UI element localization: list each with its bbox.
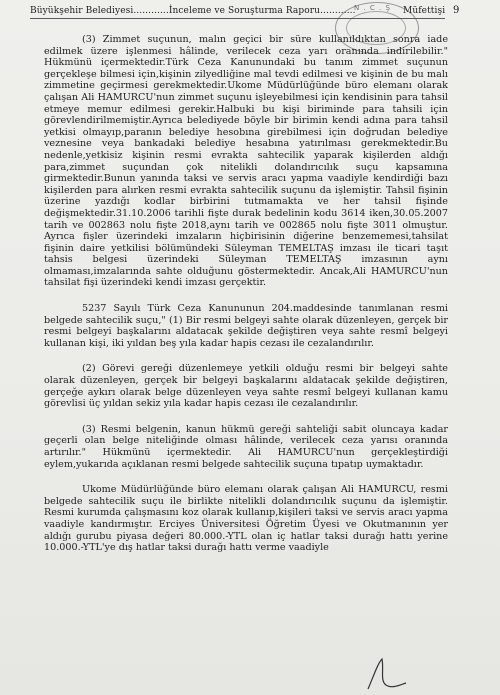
- paragraph-gap: [44, 289, 448, 303]
- paragraph-embezzlement-analysis: (3) Zimmet suçunun, malın geçici bir süre kullanıldıktan sonra iade edilmek üzere işlenmesi hâlinde, verilecek ceza yarı oranında indirilebilir." Hükmünü içermektedir.Türk Ceza Kanunundaki bu tanım zimmet suçunun gerçekleşe bilmesi için,kişinin zilyedliğine mal tevdi edilmesi ve kişinin de bu malı zimmetine geçirmesi gerekmektedir.Ukome Müdürlüğünde büro elemanı olarak çalışan Ali HAMURCU'nun zimmet suçunu işleyebilmesi için kendisinin para tahsil etmeye memur edilmesi gerekir.Halbuki bu kişi biriminde para tahsili için görevlendirilmemiştir.Ayrıca belediyede böyle bir birimin kendi adına para tahsil yetkisi olmayıp,paranın belediye hesobına girebilmesi için doğrudan belediye veznesine veya bankadaki belediye hesabına yatırılması gerekmektedir.Bu nedenle,yetkisiz kişinin resmi evrakta sahtecilik yaparak kişilerden aldığı para,zimmet suçundan çok nitelikli dolandırıcılık suçu kapsamına girmektedir.Bunun yanında taksi ve servis aracı yapma vaadiyle kendirdiği bazı kişilerden para alırken resmi evrakta sahtecilik suçunu da işlemiştir. Tahsil fişinin üzerine yazdığı kodlar birbirini tutmamakta ve her tahsil fişinde değişmektedir.31.10.2006 tarihli fişte durak bedelinin kodu 3614 iken,30.05.2007 tarih ve 002863 nolu fişte 2018,aynı tarih ve 002865 nolu fişte 3011 olmuştur. Ayrıca fişler üzerindeki imzaların hiçbirisinin diğerine benzememesi,tahsilat fişinin daire yetkilisi bölümündeki Süleyman TEMELTAŞ imzası ile ticari taşıt tahsis belgesi üzerindeki Süleyman TEMELTAŞ imzasının aynı olmaması,imzalarında sahte olduğunu göstermektedir. Ancak,Ali HAMURCU'nun tahsilat fişi üzerindeki kendi imzası gerçektir.: [44, 34, 448, 289]
- page-number: 9: [453, 5, 460, 16]
- signature-mark: [360, 655, 410, 695]
- stamp-text: N . C . Ş: [354, 4, 391, 12]
- body-text: [44, 34, 448, 554]
- paragraph-gap: [44, 349, 448, 363]
- header-inspector-label: Müfettişi: [403, 6, 446, 16]
- paragraph-gap: [44, 470, 448, 484]
- header-report-title: Büyükşehir Belediyesi............İnceleme ve Soruşturma Raporu............: [30, 6, 356, 16]
- paragraph-conclusion: Ukome Müdürlüğünde büro elemanı olarak çalışan Ali HAMURCU, resmi belgede sahtecilik suçu ile birlikte nitelikli dolandırıcılık suçunu da işlemiştir. Resmi kurumda çalışmasını koz olarak kullanıp,kişileri taksi ve servis aracı yapma vaadiyle kandırmıştır. Erciyes Üniversitesi Öğretim Üyesi ve Okutmanının yer aldığı gurubu piyasa değeri 80.000.-YTL olan iç hatlar taksi durağı hattı yerine 10.000.-YTL'ye dış hatlar taksi durağı hattı verme vaadiyle: [44, 484, 448, 554]
- paragraph-article-204-clause-2: (2) Görevi gereği düzenlemeye yetkili olduğu resmi bir belgeyi sahte olarak düzenleyen, gerçek bir belgeyi başkalarını aldatacak şekilde değiştiren, gerçeğe aykırı olarak belge düzenleyen veya sahte resmî belgeyi kullanan kamu görevlisi üç yıldan sekiz yıla kadar hapis cezası ile cezalandırılır.: [44, 363, 448, 410]
- paragraph-article-204-clause-1: 5237 Sayılı Türk Ceza Kanununun 204.maddesinde tanımlanan resmi belgede sahtecilik suçu," (1) Bir resmi belgeyi sahte olarak düzenleyen, gerçek bir resmi belgeyi başkalarını aldatacak şekilde değiştiren veya sahte resmî belgeyi kullanan kişi, iki yıldan beş yıla kadar hapis cezası ile cezalandırılır.: [44, 303, 448, 349]
- paragraph-article-204-clause-3: (3) Resmi belgenin, kanun hükmü gereği sahteliği sabit oluncaya kadar geçerli olan belge niteliğinde olması hâlinde, verilecek ceza yarısı oranında artırılır." Hükmünü içermektedir. Ali HAMURCU'nun gerçekleştirdiği eylem,yukarıda açıklanan resmi belgede sahtecilik suçuna tıpatıp uymaktadır.: [44, 423, 448, 470]
- paragraph-gap: [44, 410, 448, 424]
